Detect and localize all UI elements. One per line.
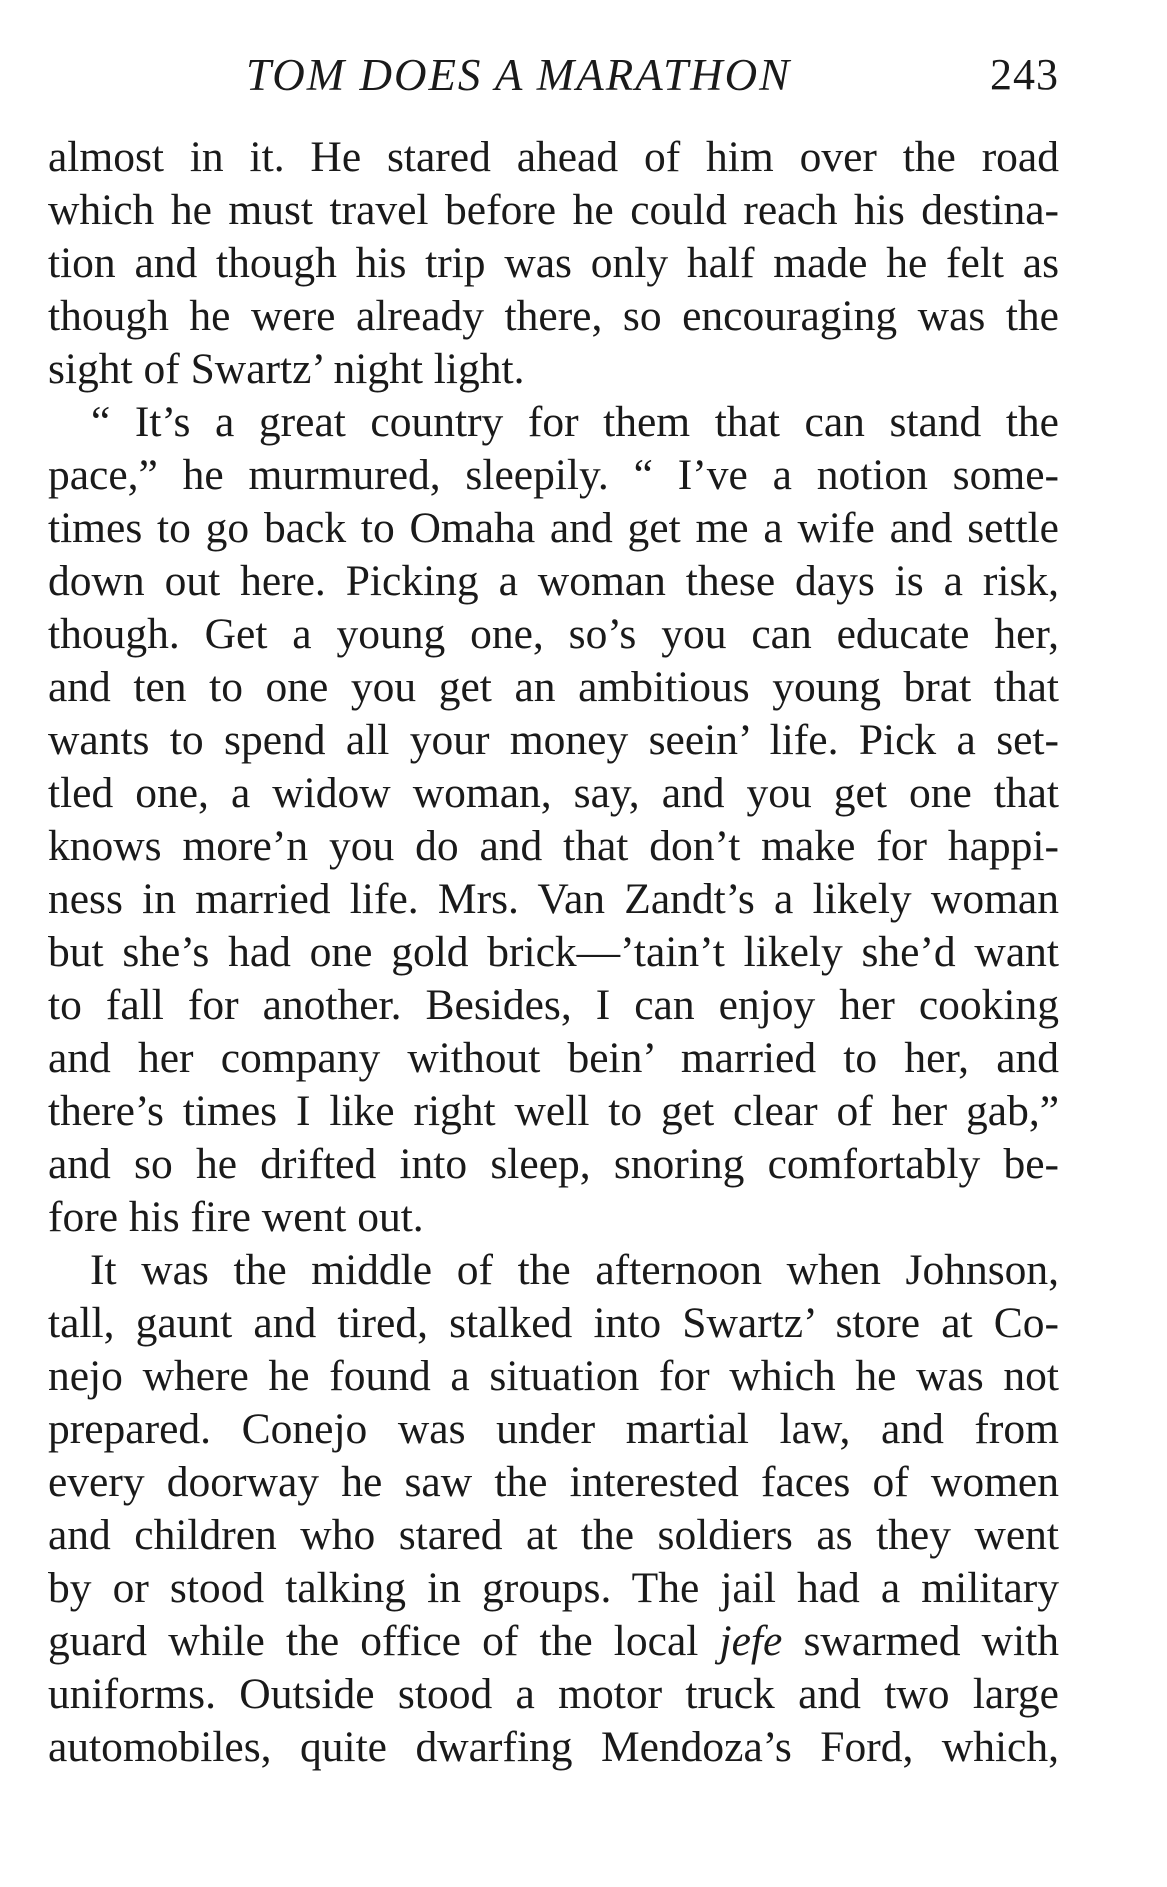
text-line: and children who stared at the soldiers as they went: [48, 1511, 1059, 1559]
text-line: tion and though his trip was only half made he felt as: [48, 239, 1059, 287]
text-line: tall, gaunt and tired, stalked into Swartz’ store at Co-: [48, 1299, 1059, 1347]
text-line: prepared. Conejo was under martial law, and from: [48, 1405, 1059, 1453]
text-line: though. Get a young one, so’s you can educate her,: [48, 610, 1059, 658]
page-number: 243: [990, 50, 1059, 99]
text-line: and her company without bein’ married to her, and: [48, 1034, 1059, 1082]
text-line: pace,” he murmured, sleepily. “ I’ve a notion some-: [48, 451, 1059, 499]
text-line-with-italic: [48, 1615, 1059, 1668]
text-line: automobiles, quite dwarfing Mendoza’s Ford, which,: [48, 1723, 1059, 1771]
text-line: every doorway he saw the interested faces of women: [48, 1458, 1059, 1506]
text-line: tled one, a widow woman, say, and you get one that: [48, 769, 1059, 817]
text-line: wants to spend all your money seein’ life. Pick a set-: [48, 716, 1059, 764]
text-line: down out here. Picking a woman these days is a risk,: [48, 557, 1059, 605]
text-line: though he were already there, so encouraging was the: [48, 292, 1059, 340]
paragraph-2: [48, 396, 1059, 1244]
running-head: [48, 50, 1059, 100]
text-line: nejo where he found a situation for which he was not: [48, 1352, 1059, 1400]
text-line: times to go back to Omaha and get me a wife and settle: [48, 504, 1059, 552]
text-line: and so he drifted into sleep, snoring comfortably be-: [48, 1140, 1059, 1188]
text-line: uniforms. Outside stood a motor truck and two large: [48, 1670, 1059, 1718]
text-line: and ten to one you get an ambitious young brat that: [48, 663, 1059, 711]
text-segment: swarmed with: [782, 1617, 1059, 1665]
italic-word: jefe: [719, 1617, 783, 1665]
paragraph-3: [48, 1244, 1059, 1774]
text-line: It was the middle of the afternoon when Johnson,: [90, 1246, 1059, 1294]
text-line: to fall for another. Besides, I can enjoy her cooking: [48, 981, 1059, 1029]
text-segment: guard while the office of the local: [48, 1617, 720, 1665]
text-line: fore his fire went out.: [48, 1193, 424, 1241]
text-line: sight of Swartz’ night light.: [48, 345, 525, 393]
running-title: TOM DOES A MARATHON: [246, 50, 792, 100]
paragraph-1: [48, 131, 1059, 396]
text-line: ness in married life. Mrs. Van Zandt’s a likely woman: [48, 875, 1059, 923]
text-line: “ It’s a great country for them that can stand the: [91, 398, 1059, 446]
text-line: which he must travel before he could reach his destina-: [48, 186, 1059, 234]
text-line: there’s times I like right well to get clear of her gab,”: [48, 1087, 1059, 1135]
text-line: by or stood talking in groups. The jail had a military: [48, 1564, 1059, 1612]
text-line: but she’s had one gold brick—’tain’t likely she’d want: [48, 928, 1059, 976]
text-line: knows more’n you do and that don’t make for happi-: [48, 822, 1059, 870]
body-text: [48, 131, 1059, 1774]
text-line: almost in it. He stared ahead of him over the road: [48, 133, 1059, 181]
